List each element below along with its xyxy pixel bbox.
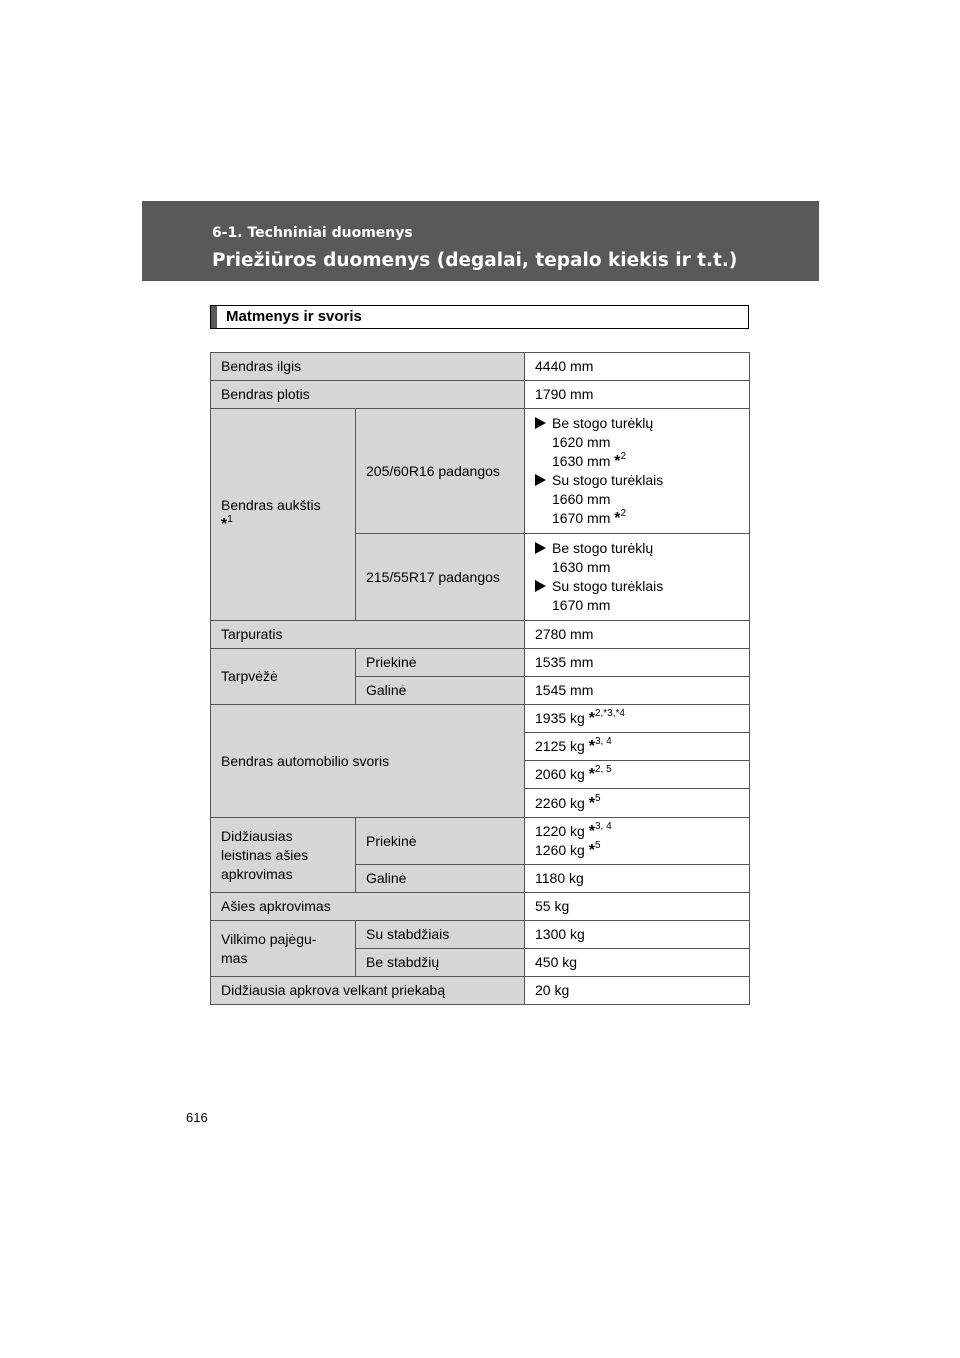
table-row — [211, 353, 750, 381]
footnote-ref: 2 — [620, 451, 627, 463]
option-label: Su stogo turėklais — [552, 472, 664, 488]
row-label: Tarpuratis — [211, 621, 525, 649]
label-line: apkrovimas — [221, 865, 293, 882]
weight-value: 1935 kg — [535, 710, 585, 726]
row-value: 1535 mm — [525, 649, 750, 677]
section-marker — [211, 306, 217, 328]
label-line: mas — [221, 949, 248, 966]
row-value: 4440 mm — [525, 353, 750, 381]
option-heading — [535, 539, 749, 558]
footnote-ref: 5 — [594, 840, 601, 852]
footnote-star-icon: * — [588, 766, 595, 783]
page-number: 616 — [186, 1110, 208, 1125]
row-label: Didžiausia apkrova velkant priekabą — [211, 977, 525, 1005]
option-heading — [535, 414, 749, 433]
footnote-ref: 1 — [227, 513, 233, 525]
option-value: 1660 mm — [552, 491, 611, 507]
height-values — [525, 409, 750, 534]
option-label: Su stogo turėklais — [552, 578, 664, 594]
section-label: 6-1. Techniniai duomenys — [212, 225, 413, 241]
row-label: Bendras ilgis — [211, 353, 525, 381]
row-value: 450 kg — [525, 949, 750, 977]
sub-label: Galinė — [356, 677, 525, 705]
table-row — [211, 818, 750, 865]
row-value: 2780 mm — [525, 621, 750, 649]
row-label: Bendras automobilio svoris — [211, 705, 525, 818]
tire-label: 205/60R16 padangos — [356, 409, 525, 534]
height-values — [525, 534, 750, 621]
axle-value: 1260 kg — [535, 842, 585, 858]
sub-label: Galinė — [356, 865, 525, 893]
label-line: leistinas ašies — [221, 846, 309, 863]
weight-value: 2125 kg — [535, 738, 585, 754]
footnote-star-icon: * — [588, 842, 595, 859]
axle-value: 1220 kg — [535, 823, 585, 839]
footnote-ref: 2, 5 — [594, 764, 612, 776]
table-row — [211, 381, 750, 409]
row-label — [211, 409, 356, 621]
row-label: Bendras plotis — [211, 381, 525, 409]
row-label: Tarpvėžė — [211, 649, 356, 705]
label-line: Didžiausias — [221, 827, 293, 844]
bullet-triangle-icon — [535, 474, 546, 486]
option-label: Be stogo turėklų — [552, 540, 654, 556]
row-label — [211, 818, 356, 893]
weight-value: 2060 kg — [535, 766, 585, 782]
option-heading — [535, 577, 749, 596]
row-value: 1545 mm — [525, 677, 750, 705]
table-row — [211, 649, 750, 677]
weight-value: 2260 kg — [535, 794, 585, 811]
option-value: 1630 mm — [552, 453, 611, 469]
option-value-line — [535, 452, 749, 471]
footnote-ref: 5 — [594, 792, 601, 804]
sub-label: Be stabdžių — [356, 949, 525, 977]
sub-label: Priekinė — [356, 818, 525, 865]
row-value: 1790 mm — [525, 381, 750, 409]
option-value: 1620 mm — [552, 434, 611, 450]
option-label: Be stogo turėklų — [552, 415, 654, 431]
footnote-star-icon: * — [588, 738, 595, 755]
footnote-ref: 3, 4 — [594, 821, 612, 833]
table-row — [211, 621, 750, 649]
dimensions-table — [210, 352, 750, 1005]
height-label: Bendras aukštis — [221, 496, 321, 513]
label-line: Vilkimo pajėgu- — [221, 930, 317, 947]
bullet-triangle-icon — [535, 542, 546, 554]
row-value: 1300 kg — [525, 921, 750, 949]
sub-label: Su stabdžiais — [356, 921, 525, 949]
option-value: 1670 mm — [552, 597, 611, 613]
row-value — [525, 761, 750, 789]
footnote-ref: 2,*3,*4 — [594, 708, 625, 720]
tire-label: 215/55R17 padangos — [356, 534, 525, 621]
footnote-ref: 2 — [620, 508, 627, 520]
option-heading — [535, 471, 749, 490]
row-value — [525, 733, 750, 761]
chapter-header — [142, 201, 819, 281]
table-row — [211, 705, 750, 733]
option-value: 1670 mm — [552, 510, 611, 526]
sub-label: Priekinė — [356, 649, 525, 677]
footnote-star-icon: * — [588, 794, 595, 812]
table-row — [211, 893, 750, 921]
section-heading-box — [210, 305, 749, 329]
bullet-triangle-icon — [535, 580, 546, 592]
section-title: Matmenys ir svoris — [226, 308, 362, 325]
footnote-star-icon: * — [614, 510, 621, 527]
footnote-ref: 3, 4 — [594, 736, 612, 748]
row-value: 20 kg — [525, 977, 750, 1005]
option-value-line — [535, 509, 749, 528]
table-row — [211, 921, 750, 949]
row-value: 55 kg — [525, 893, 750, 921]
footnote-star-icon: * — [221, 515, 228, 533]
row-label: Ašies apkrovimas — [211, 893, 525, 921]
row-value — [525, 789, 750, 818]
row-value: 1180 kg — [525, 865, 750, 893]
table-row — [211, 409, 750, 534]
bullet-triangle-icon — [535, 417, 546, 429]
row-value — [525, 818, 750, 865]
option-value: 1630 mm — [552, 559, 611, 575]
table-row — [211, 977, 750, 1005]
footnote-star-icon: * — [588, 710, 595, 727]
footnote-star-icon: * — [588, 823, 595, 840]
row-value — [525, 705, 750, 733]
row-label — [211, 921, 356, 977]
footnote-star-icon: * — [614, 453, 621, 470]
page-title: Priežiūros duomenys (degalai, tepalo kiekis ir t.t.) — [212, 250, 738, 271]
